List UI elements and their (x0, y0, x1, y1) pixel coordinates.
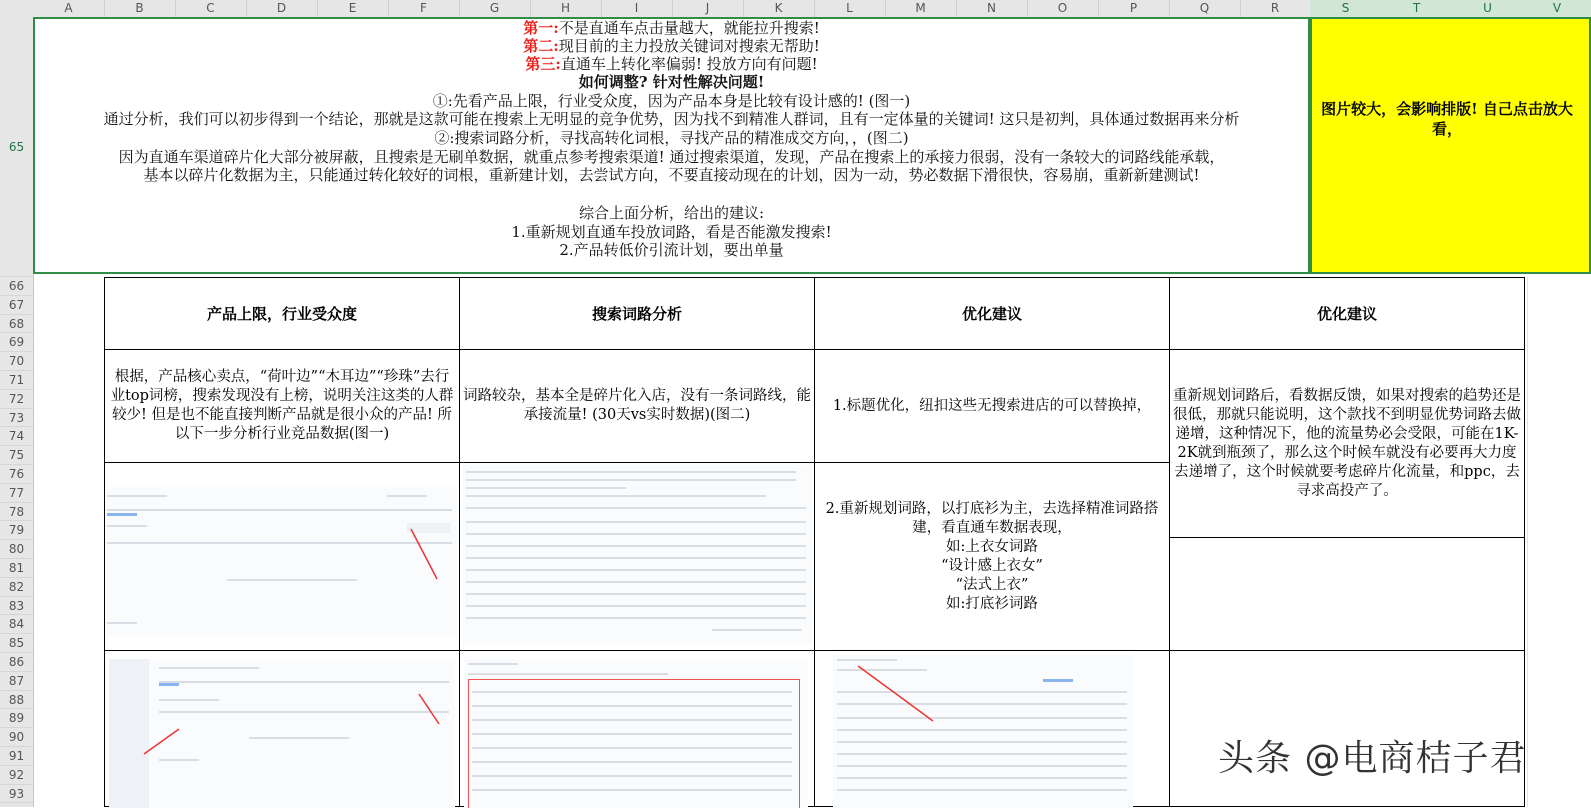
column-header-J[interactable]: J (672, 0, 744, 17)
cell-col1-text[interactable] (104, 349, 460, 463)
row-header-78[interactable]: 78 (0, 503, 33, 522)
row-header-88[interactable]: 88 (0, 691, 33, 710)
column-header-U[interactable]: U (1452, 0, 1524, 17)
header-3-label: 优化建议 (961, 305, 1022, 323)
cell-col3-text1[interactable] (814, 349, 1170, 463)
header-4-label: 优化建议 (1316, 305, 1377, 323)
line-1: 第一:不是直通车点击量越大，就能拉升搜索! (523, 19, 820, 37)
column-header-T[interactable]: T (1381, 0, 1453, 17)
row-header-80[interactable]: 80 (0, 540, 33, 559)
reason-1: 因为直通车渠道碎片化大部分被屏蔽，且搜索是无刷单数据，就重点参考搜索渠道! 通过搜索渠道，发现，产品在搜索上的承接力很弱，没有一条较大的词路线能承载， (118, 148, 1225, 166)
column-header-D[interactable]: D (246, 0, 318, 17)
row-header-76[interactable]: 76 (0, 465, 33, 484)
screenshot-competitor-data[interactable] (109, 659, 455, 808)
header-2-label: 搜索词路分析 (591, 305, 682, 323)
line-2: 第二:现目前的主力投放关键词对搜索无帮助! (523, 37, 820, 55)
row-header-79[interactable]: 79 (0, 521, 33, 540)
advice-2: 2.产品转低价引流计划，要出单量 (559, 241, 784, 259)
row-header-93[interactable]: 93 (0, 785, 33, 804)
row-header-86[interactable]: 86 (0, 653, 33, 672)
header-1-label: 产品上限，行业受众度 (206, 305, 357, 323)
table-header-2[interactable] (459, 277, 815, 350)
cell-image-fig3[interactable] (104, 650, 460, 807)
table-header-4[interactable] (1169, 277, 1525, 350)
screenshot-source-detail[interactable] (464, 659, 808, 808)
row-header-66[interactable]: 66 (0, 277, 33, 296)
row-header-73[interactable]: 73 (0, 409, 33, 428)
yellow-note-cell[interactable] (1310, 17, 1591, 274)
row-header-72[interactable]: 72 (0, 390, 33, 409)
cell-image-fig4[interactable] (459, 650, 815, 807)
table-header-3[interactable] (814, 277, 1170, 350)
row-header-65[interactable]: 65 (0, 17, 33, 277)
column-header-M[interactable]: M (885, 0, 957, 17)
row-header-85[interactable]: 85 (0, 634, 33, 653)
cell-col4-empty-2[interactable] (1169, 650, 1525, 807)
yellow-note-text: 图片较大，会影响排版! 自己点击放大看， (1321, 100, 1573, 138)
column-header-I[interactable]: I (601, 0, 673, 17)
screenshot-search-words[interactable] (462, 465, 812, 645)
cell-image-fig5[interactable] (814, 650, 1170, 807)
reason-2: 基本以碎片化数据为主，只能通过转化较好的词根，重新建计划，去尝试方向，不要直接动现在的计划，因为一动，势必数据下滑很快，容易崩，重新新建测试! (143, 166, 1200, 184)
column-header-B[interactable]: B (104, 0, 176, 17)
cell-image-fig1[interactable] (104, 462, 460, 651)
col3-text2: 2.重新规划词路，以打底衫为主，去选择精准词路搭建，看直通车数据表现， 如:上衣女词路 “设计感上衣女” “法式上衣” 如:打底衫词路 (825, 500, 1159, 612)
red-arrow-icon (407, 525, 447, 585)
heading: 如何调整? 针对性解决问题! (578, 73, 765, 91)
row-header-83[interactable]: 83 (0, 597, 33, 616)
row-header-74[interactable]: 74 (0, 427, 33, 446)
column-header-Q[interactable]: Q (1169, 0, 1241, 17)
cell-col3-text2[interactable] (814, 462, 1170, 651)
column-header-V[interactable]: V (1523, 0, 1591, 17)
row-header-68[interactable]: 68 (0, 315, 33, 334)
column-header-A[interactable]: A (33, 0, 105, 17)
column-header-L[interactable]: L (814, 0, 886, 17)
row-header-69[interactable]: 69 (0, 333, 33, 352)
column-header-bar (0, 0, 1591, 18)
row-header-81[interactable]: 81 (0, 559, 33, 578)
column-header-H[interactable]: H (530, 0, 602, 17)
column-header-O[interactable]: O (1027, 0, 1099, 17)
column-header-R[interactable]: R (1240, 0, 1311, 17)
col1-text: 根据，产品核心卖点，“荷叶边”“木耳边”“珍珠”去行业top词榜，搜索发现没有上榜，说明关注这类的人群较少! 但是也不能直接判断产品就是很小众的产品! 所以下一步分析行业竞品数据(图一) (110, 369, 454, 442)
column-header-C[interactable]: C (175, 0, 247, 17)
row-header-89[interactable]: 89 (0, 709, 33, 728)
row-header-75[interactable]: 75 (0, 446, 33, 465)
red-arrow-icon (853, 661, 953, 731)
screenshot-industry-rank[interactable] (107, 487, 457, 637)
step-2: ②:搜索词路分析，寻找高转化词根，寻找产品的精准成交方向，，(图二) (434, 129, 909, 147)
column-header-K[interactable]: K (743, 0, 815, 17)
row-header-77[interactable]: 77 (0, 484, 33, 503)
merged-cell-row-65[interactable] (33, 17, 1310, 274)
advice-1: 1.重新规划直通车投放词路，看是否能激发搜索! (511, 223, 832, 241)
row-header-90[interactable]: 90 (0, 728, 33, 747)
row-header-91[interactable]: 91 (0, 747, 33, 766)
cell-image-fig2[interactable] (459, 462, 815, 651)
watermark: 头条 @电商桔子君 (1218, 738, 1527, 779)
column-header-S[interactable]: S (1310, 0, 1382, 17)
col3-text1: 1.标题优化，纽扣这些无搜索进店的可以替换掉， (832, 397, 1152, 414)
red-arrow-icon (139, 689, 449, 759)
row-header-92[interactable]: 92 (0, 766, 33, 785)
row-header-67[interactable]: 67 (0, 296, 33, 315)
analysis: 通过分析，我们可以初步得到一个结论，那就是这款可能在搜索上无明显的竞争优势，因为找不到精准人群词，且有一定体量的关键词! 这只是初判，具体通过数据再来分析 (103, 110, 1240, 128)
row-header-bar (0, 17, 34, 807)
summary: 综合上面分析，给出的建议: (578, 204, 765, 222)
row-header-71[interactable]: 71 (0, 371, 33, 390)
column-header-E[interactable]: E (317, 0, 389, 17)
step-1: ①:先看产品上限，行业受众度，因为产品本身是比较有设计感的! (图一) (432, 92, 911, 110)
column-header-G[interactable]: G (459, 0, 531, 17)
cell-col4-text[interactable] (1169, 349, 1525, 538)
screenshot-keyword-table[interactable] (833, 655, 1133, 808)
column-header-N[interactable]: N (956, 0, 1028, 17)
line-3: 第三:直通车上转化率偏弱! 投放方向有问题! (525, 55, 818, 73)
row-header-70[interactable]: 70 (0, 352, 33, 371)
cell-col4-empty[interactable] (1169, 537, 1525, 651)
table-header-1[interactable] (104, 277, 460, 350)
column-header-F[interactable]: F (388, 0, 460, 17)
row-header-82[interactable]: 82 (0, 578, 33, 597)
column-header-P[interactable]: P (1098, 0, 1170, 17)
row-header-84[interactable]: 84 (0, 615, 33, 634)
col4-text: 重新规划词路后，看数据反馈，如果对搜索的趋势还是很低，那就只能说明，这个款找不到明显优势词路去做递增，这种情况下，他的流量势必会受限，可能在1K-2K就到瓶颈了，那么这个时候车就没有必要再大力度去递增了，这个时候就要考虑碎片化流量，和ppc，去寻求高投产了。 (1173, 387, 1521, 499)
col2-text: 词路较杂，基本全是碎片化入店，没有一条词路线，能承接流量! (30天vs实时数据)(图二) (463, 388, 811, 423)
row-header-87[interactable]: 87 (0, 672, 33, 691)
cell-col2-text[interactable] (459, 349, 815, 463)
